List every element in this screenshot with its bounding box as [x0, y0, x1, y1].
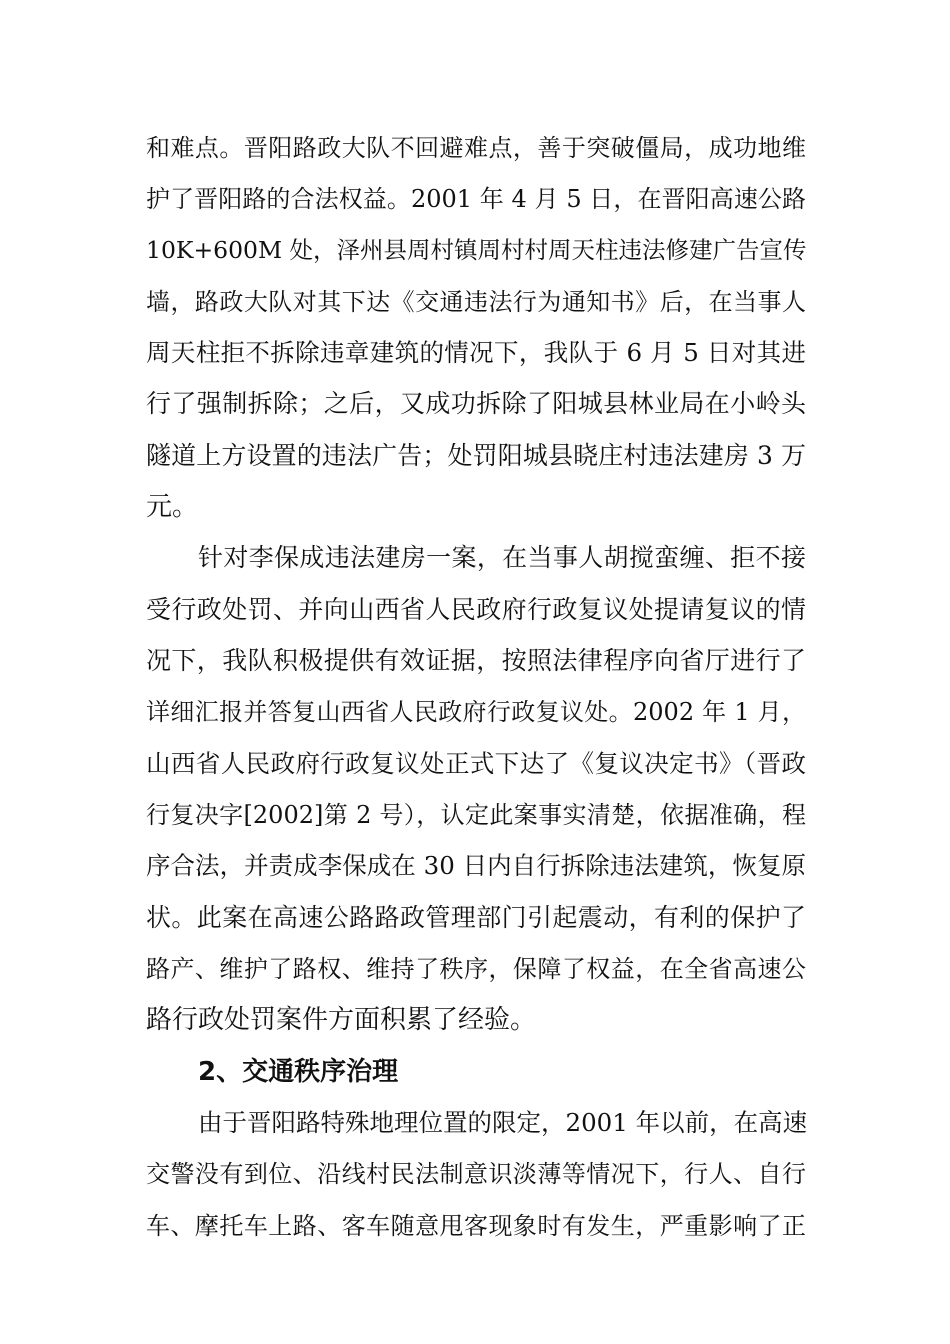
body-text-line: 隧道上方设置的违法广告；处罚阳城县晓庄村违法建房 3 万 [146, 441, 806, 470]
body-text-line: 序合法，并责成李保成在 30 日内自行拆除违法建筑，恢复原 [146, 851, 806, 880]
body-text-line: 周天柱拒不拆除违章建筑的情况下，我队于 6 月 5 日对其进 [146, 338, 806, 367]
body-text-line: 状。此案在高速公路路政管理部门引起震动，有利的保护了 [146, 903, 806, 932]
body-text-line: 路行政处罚案件方面积累了经验。 [146, 1005, 537, 1035]
body-text-line: 况下，我队积极提供有效证据，按照法律程序向省厅进行了 [146, 646, 806, 675]
body-text-line: 路产、维护了路权、维持了秩序，保障了权益，在全省高速公 [146, 955, 806, 983]
body-text-line: 行复决字[2002]第 2 号），认定此案事实清楚，依据准确，程 [146, 801, 806, 829]
body-text-line: 墙，路政大队对其下达《交通违法行为通知书》后，在当事人 [146, 288, 806, 316]
body-text-line: 由于晋阳路特殊地理位置的限定，2001 年以前，在高速 [198, 1108, 808, 1137]
body-text-line: 行了强制拆除；之后，又成功拆除了阳城县林业局在小岭头 [146, 389, 806, 418]
body-text-line: 和难点。晋阳路政大队不回避难点，善于突破僵局，成功地维 [146, 134, 806, 162]
body-text-line: 山西省人民政府行政复议处正式下达了《复议决定书》（晋政 [146, 749, 806, 778]
body-text-line: 10K+600M 处，泽州县周村镇周村村周天柱违法修建广告宣传 [146, 236, 807, 264]
body-text-line: 针对李保成违法建房一案，在当事人胡搅蛮缠、拒不接 [198, 543, 806, 572]
body-text-line: 详细汇报并答复山西省人民政府行政复议处。2002 年 1 月， [146, 698, 806, 726]
section-heading: 2、交通秩序治理 [198, 1057, 399, 1087]
body-text-line: 交警没有到位、沿线村民法制意识淡薄等情况下，行人、自行 [146, 1160, 806, 1188]
body-text-line: 车、摩托车上路、客车随意甩客现象时有发生，严重影响了正 [146, 1212, 806, 1240]
body-text-line: 受行政处罚、并向山西省人民政府行政复议处提请复议的情 [146, 595, 806, 624]
body-text-line: 元。 [146, 492, 199, 522]
body-text-line: 护了晋阳路的合法权益。2001 年 4 月 5 日，在晋阳高速公路 [146, 185, 806, 213]
